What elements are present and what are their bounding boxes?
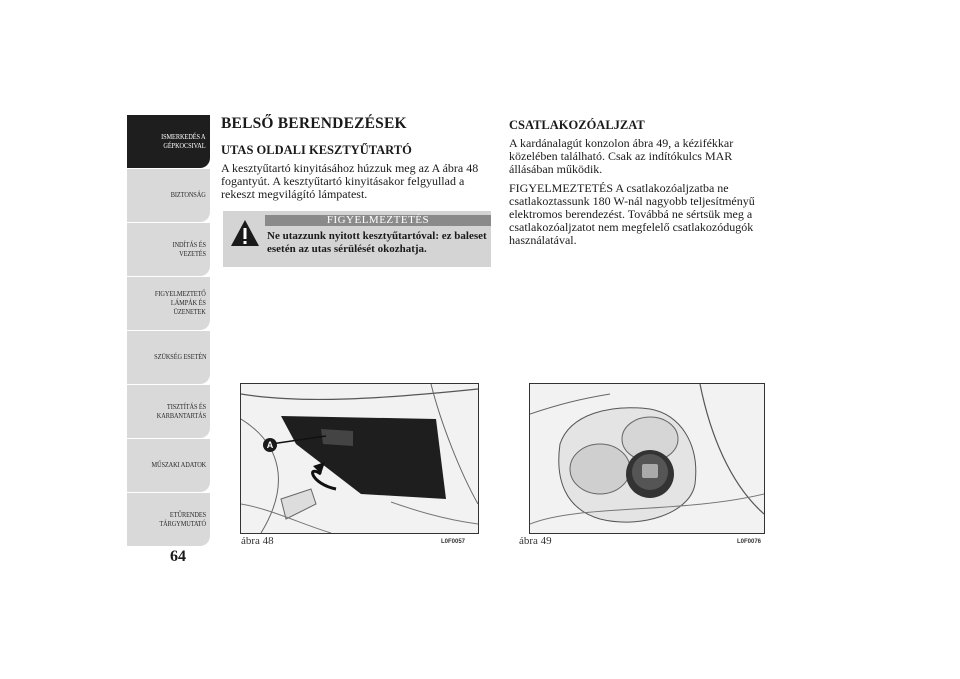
tab-targymutato[interactable]: ETŰRENDES TÁRGYMUTATÓ	[127, 493, 210, 546]
warning-box	[223, 211, 491, 267]
callout-a: A	[266, 440, 274, 450]
socket-paragraph-1: A kardánalagút konzolon ábra 49, a kézifékkar közelében található. Csak az indítókulcs MAR állásában működik.	[509, 136, 734, 176]
tab-muszaki[interactable]: MŰSZAKI ADATOK	[127, 439, 210, 492]
tab-szukseg[interactable]: SZÜKSÉG ESETÉN	[127, 331, 210, 384]
right-column	[509, 118, 769, 253]
section-title: BELSŐ BERENDEZÉSEK	[221, 115, 407, 132]
tab-biztonsag[interactable]: BIZTONSÁG	[127, 169, 210, 222]
tab-inditas[interactable]: INDÍTÁS ÉS VEZETÉS	[127, 223, 210, 276]
power-socket-illustration	[530, 384, 764, 533]
tab-figyelmezteto[interactable]: FIGYELMEZTETŐ LÁMPÁK ÉS ÜZENETEK	[127, 277, 210, 330]
socket-paragraph-2: FIGYELMEZTETÉS A csatlakozóaljzatba ne csatlakoztassunk 180 W-nál nagyobb teljesítményű elektromos berendezést. Továbbá ne sértsük meg a csatlakozóaljzatot nem megfelelő csatlakozódugók használatával.	[509, 181, 755, 247]
socket-title: CSATLAKOZÓALJZAT	[509, 118, 645, 132]
warning-title: FIGYELMEZTETÉS	[265, 215, 491, 226]
tab-tisztitas[interactable]: TISZTÍTÁS ÉS KARBANTARTÁS	[127, 385, 210, 438]
figure-49-caption: ábra 49	[519, 535, 552, 547]
warning-triangle-icon	[229, 217, 261, 249]
figure-49-code: L0F0076	[737, 539, 762, 545]
figure-power-socket	[529, 383, 765, 534]
left-column	[221, 115, 493, 267]
tab-ismerkedes[interactable]: ISMERKEDÉS A GÉPKOCSIVAL	[127, 115, 210, 168]
page-number: 64	[170, 548, 186, 565]
subsection-title: UTAS OLDALI KESZTYŰTARTÓ	[221, 143, 412, 157]
figure-48-code: L0F0057	[441, 539, 466, 545]
figure-glovebox	[240, 383, 479, 534]
warning-text: Ne utazzunk nyitott kesztyűtartóval: ez baleset esetén az utas sérülését okozhatja.	[267, 230, 487, 255]
glovebox-paragraph: A kesztyűtartó kinyitásához húzzuk meg az A ábra 48 fogantyút. A kesztyűtartó kinyitásakor felgyullad a rekeszt megvilágító lámpatest.	[221, 161, 479, 201]
figure-48-caption: ábra 48	[241, 535, 274, 547]
chapter-tabs	[127, 115, 210, 547]
glovebox-illustration	[241, 384, 478, 533]
